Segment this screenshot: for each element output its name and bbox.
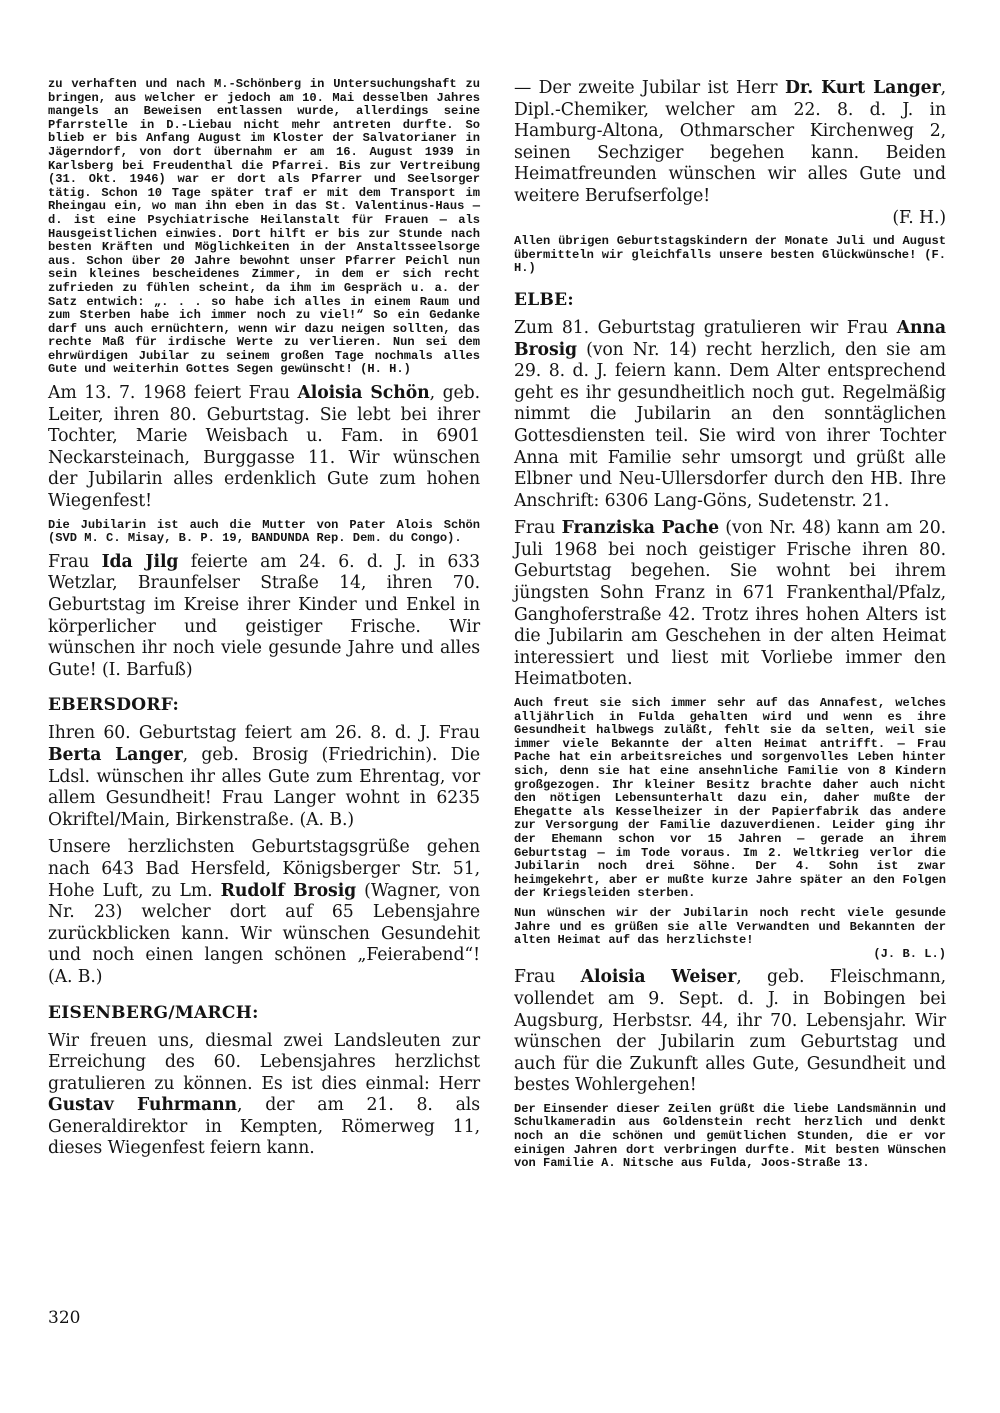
paragraph-general-greetings: Allen übrigen Geburtstagskindern der Monate Juli und August übermitteln wir gleichfalls unsere besten Glückwünsche! (F. H.) <box>514 234 946 276</box>
paragraph-ida-jilg <box>48 552 480 682</box>
section-heading-eisenberg-march: EISENBERG/MARCH: <box>48 1002 259 1023</box>
text: , geb. Leiter, ihren 80. Geburtstag. Sie lebt bei ihrer Tochter, Marie Weisbach u. Fam. in 6901 Neckarsteinach, Burggasse 11. Wir wünschen der Jubilarin alles erdenklich Gute zum hohen Wiegenfest! <box>48 383 481 512</box>
paragraph-aloisia-schoen <box>48 383 480 513</box>
page-number: 320 <box>48 1308 81 1328</box>
text: (von Nr. 14) recht herzlich, den sie am 29. 8. d. J. feiern kann. Dem Alter entsprechend geht es ihr gesundheitlich noch gut. Regelmäßig nimmt die Jubilarin an den sonntäglichen Gottesdiensten teil. Sie wird von ihrer Tochter Anna mit Familie sehr umsorgt und grüßt alle Elbner und Neu-Ullersdorfer durch den HB. Ihre Anschrift: 6306 Lang-Göns, Sudetenstr. 21. <box>514 339 946 511</box>
paragraph-sender-note: Der Einsender dieser Zeilen grüßt die liebe Landsmännin und Schulkameradin aus Goldenstein recht herzlich und denkt noch an die schönen und gemütlichen Stunden, die er vor einigen Jahren dort verbringen durfte. Mit besten Wünschen von Familie A. Nitsche aus Fulda, Joos-Straße 13. <box>514 1101 946 1171</box>
paragraph-peichl-biography: zu verhaften und nach M.-Schönberg in Untersuchungshaft zu bringen, aus welcher er jedoch am 10. Mai desselben Jahres mangels an Beweisen entlassen wurde, allerdings seine Pfarrstelle in D.-Liebau nicht mehr antreten durfte. So blieb er bis Anfang August im Kloster der Salvatorianer in Jägerndorf, von dort übernahm er am 16. August 1939 in Karlsberg bei Freudenthal die Pfarrei. Bis zur Vertreibung (31. Okt. 1946) war er dort als Pfarrer und Seelsorger tätig. Schon 10 Tage später traf er mit dem Transport im Rheingau ein, wo man ihn eben in das St. Valentinus-Haus — d. ist eine Psychiatrische Heilanstalt für Frauen — als Hausgeistlichen einwies. Dort hilft er bis zur Stunde nach besten Kräften und Möglichkeiten in der Anstaltsseelsorge aus. Schon über 20 Jahre bewohnt unser Pfarrer Peichl nun sein kleines bescheidenes Zimmer, in dem er sich recht zufrieden zu fühlen scheint, da ihm im Gespräch u. a. der Satz entwich: „. . . so habe ich alles in einem Raum und zum Sterben habe ich immer noch zu viel!“ So ein Gedanke darf uns auch ernüchtern, wenn wir dazu neigen sollten, das rechte Maß für irdische Werte zu verlieren. Nun sei dem ehrwürdigen Jubilar zu seinem großen Tage nochmals alles Gute und weiterhin Gottes Segen gewünscht! (H. H.) <box>48 77 480 377</box>
person-name: Aloisia Weiser <box>580 967 737 988</box>
text: , Dipl.-Chemiker, welcher am 22. 8. d. J. in Hamburg-Altona, Othmarscher Kirchenweg 2, seinen Sechziger begehen kann. Beiden Heimatfreunden wünschen wir alles Gute und weitere Berufserfolge! <box>514 78 946 206</box>
person-name: Berta Langer <box>48 744 183 765</box>
paragraph-pache-life-story: Auch freut sie sich immer sehr auf das Annafest, welches alljährlich in Fulda gehalten wird und wenn es ihre Gesundheit halbwegs zuläßt, fehlt sie da selten, weil sie immer viele Bekannte der alten Heimat antrifft. — Frau Pache hat ein arbeitsreiches und sorgenvolles Leben hinter sich, denn sie hat eine ansehnliche Familie von 8 Kindern großgezogen. Ihr kleiner Besitz brachte daher auch nicht den nötigen Lebensunterhalt dazu ein, daher mußte der Ehegatte als Kesselheizer in der Papierfabrik das andere zur Versorgung der Familie dazuverdienen. Leider ging ihr der Ehemann schon vor 15 Jahren — gerade an ihrem Geburtstag — im Tode voraus. Im 2. Weltkrieg verlor die Jubilarin noch drei Söhne. Der 4. Sohn ist zwar heimgekehrt, aber er mußte kurze Jahre später an den Folgen der Kriegsleiden sterben. <box>514 696 946 901</box>
text: Am 13. 7. 1968 feiert Frau <box>48 383 298 404</box>
section-heading-elbe: ELBE: <box>514 289 575 310</box>
paragraph-berta-langer <box>48 723 480 831</box>
person-name: Gustav Fuhrmann <box>48 1095 238 1116</box>
text: Zum 81. Geburtstag gratulieren wir Frau <box>514 317 897 338</box>
text: Ihren 60. Geburtstag feiert am 26. 8. d. J. Frau <box>48 723 480 744</box>
text: , geb. Fleischmann, vollendet am 9. Sept. d. J. in Bobingen bei Augsburg, Herbstsr. 44, ihr 70. Lebensjahr. Wir wünschen der Jubilarin zum Geburtstag und auch für die Zukunft alles Gute, Gesundheit und bestes Wohlergehen! <box>514 967 946 1096</box>
text: , der am 21. 8. als Generaldirektor in Kempten, Römerweg 11, dieses Wiegenfest feiern kann. <box>48 1095 480 1159</box>
text: Unsere herzlichsten Geburtstagsgrüße gehen nach 643 Bad Hersfeld, Königsberger Str. 51, Hohe Luft, zu Lm. <box>48 837 480 901</box>
person-name: Rudolf Brosig <box>220 880 357 901</box>
text: — Der zweite Jubilar ist Herr <box>514 78 785 98</box>
signature: (J. B. L.) <box>873 946 946 961</box>
person-name: Ida Jilg <box>101 551 179 572</box>
text: Nun wünschen wir der Jubilarin noch recht viele gesunde Jahre und es grüßen sie alle Verwandten und Bekannten der alten Heimat auf das herzlichste! <box>514 905 946 948</box>
text: feierte am 24. 6. d. J. in 633 Wetzlar, Braunfelser Straße 14, ihren 70. Geburtstag im Kreise ihrer Kinder und Enkel in körperlicher und geistiger Frische. Wir wünschen ihr noch viele gesunde Jahre und alles Gute! (I. Barfuß) <box>48 551 481 680</box>
signature: (F. H.) <box>892 207 946 228</box>
right-column <box>514 78 946 1177</box>
section-heading-ebersdorf: EBERSDORF: <box>48 695 180 716</box>
text: (Wagner, von Nr. 23) welcher dort auf 65 Lebensjahre zurückblicken kann. Wir wünschen Gesundehit und noch einen langen schönen „Feierabend“! (A. B.) <box>48 880 480 987</box>
person-name: Anna Brosig <box>514 317 946 360</box>
text: Frau <box>514 967 581 988</box>
person-name: Franziska Pache <box>561 518 719 539</box>
paragraph-rudolf-brosig <box>48 837 480 988</box>
person-name: Aloisia Schön <box>297 383 430 404</box>
paragraph-gustav-fuhrmann <box>48 1031 480 1161</box>
left-column <box>48 78 480 1166</box>
paragraph-note-pater-alois: Die Jubilarin ist auch die Mutter von Pater Alois Schön (SVD M. C. Misay, B. P. 19, BANDUNDA Rep. Dem. du Congo). <box>48 517 480 546</box>
paragraph-aloisia-weiser <box>514 967 946 1097</box>
text: (von Nr. 48) kann am 20. Juli 1968 bei noch geistiger Frische ihren 80. Geburtstag begehen. Sie wohnt bei ihrem jüngsten Sohn Franz in 671 Frankenthal/Pfalz, Ganghoferstraße 42. Trotz ihres hohen Alters ist die Jubilarin am Geschehen in der alten Heimat interessiert und liest mit Vorliebe immer den Heimatboten. <box>514 518 946 690</box>
paragraph-pache-wishes <box>514 907 946 961</box>
text: Frau <box>514 518 562 539</box>
person-name: Dr. Kurt Langer <box>784 78 941 98</box>
paragraph-kurt-langer <box>514 78 946 229</box>
paragraph-franziska-pache <box>514 518 946 691</box>
text: , geb. Brosig (Friedrichin). Die Ldsl. wünschen ihr alles Gute zum Ehrentag, vor allem Gesundheit! Frau Langer wohnt in 6235 Okriftel/Main, Birkenstraße. (A. B.) <box>48 744 480 830</box>
text: Frau <box>48 551 102 572</box>
text: Wir freuen uns, diesmal zwei Landsleuten zur Erreichung des 60. Lebensjahres herzlichst gratulieren zu können. Es ist dies einmal: Herr <box>48 1030 480 1094</box>
paragraph-anna-brosig <box>514 318 946 512</box>
